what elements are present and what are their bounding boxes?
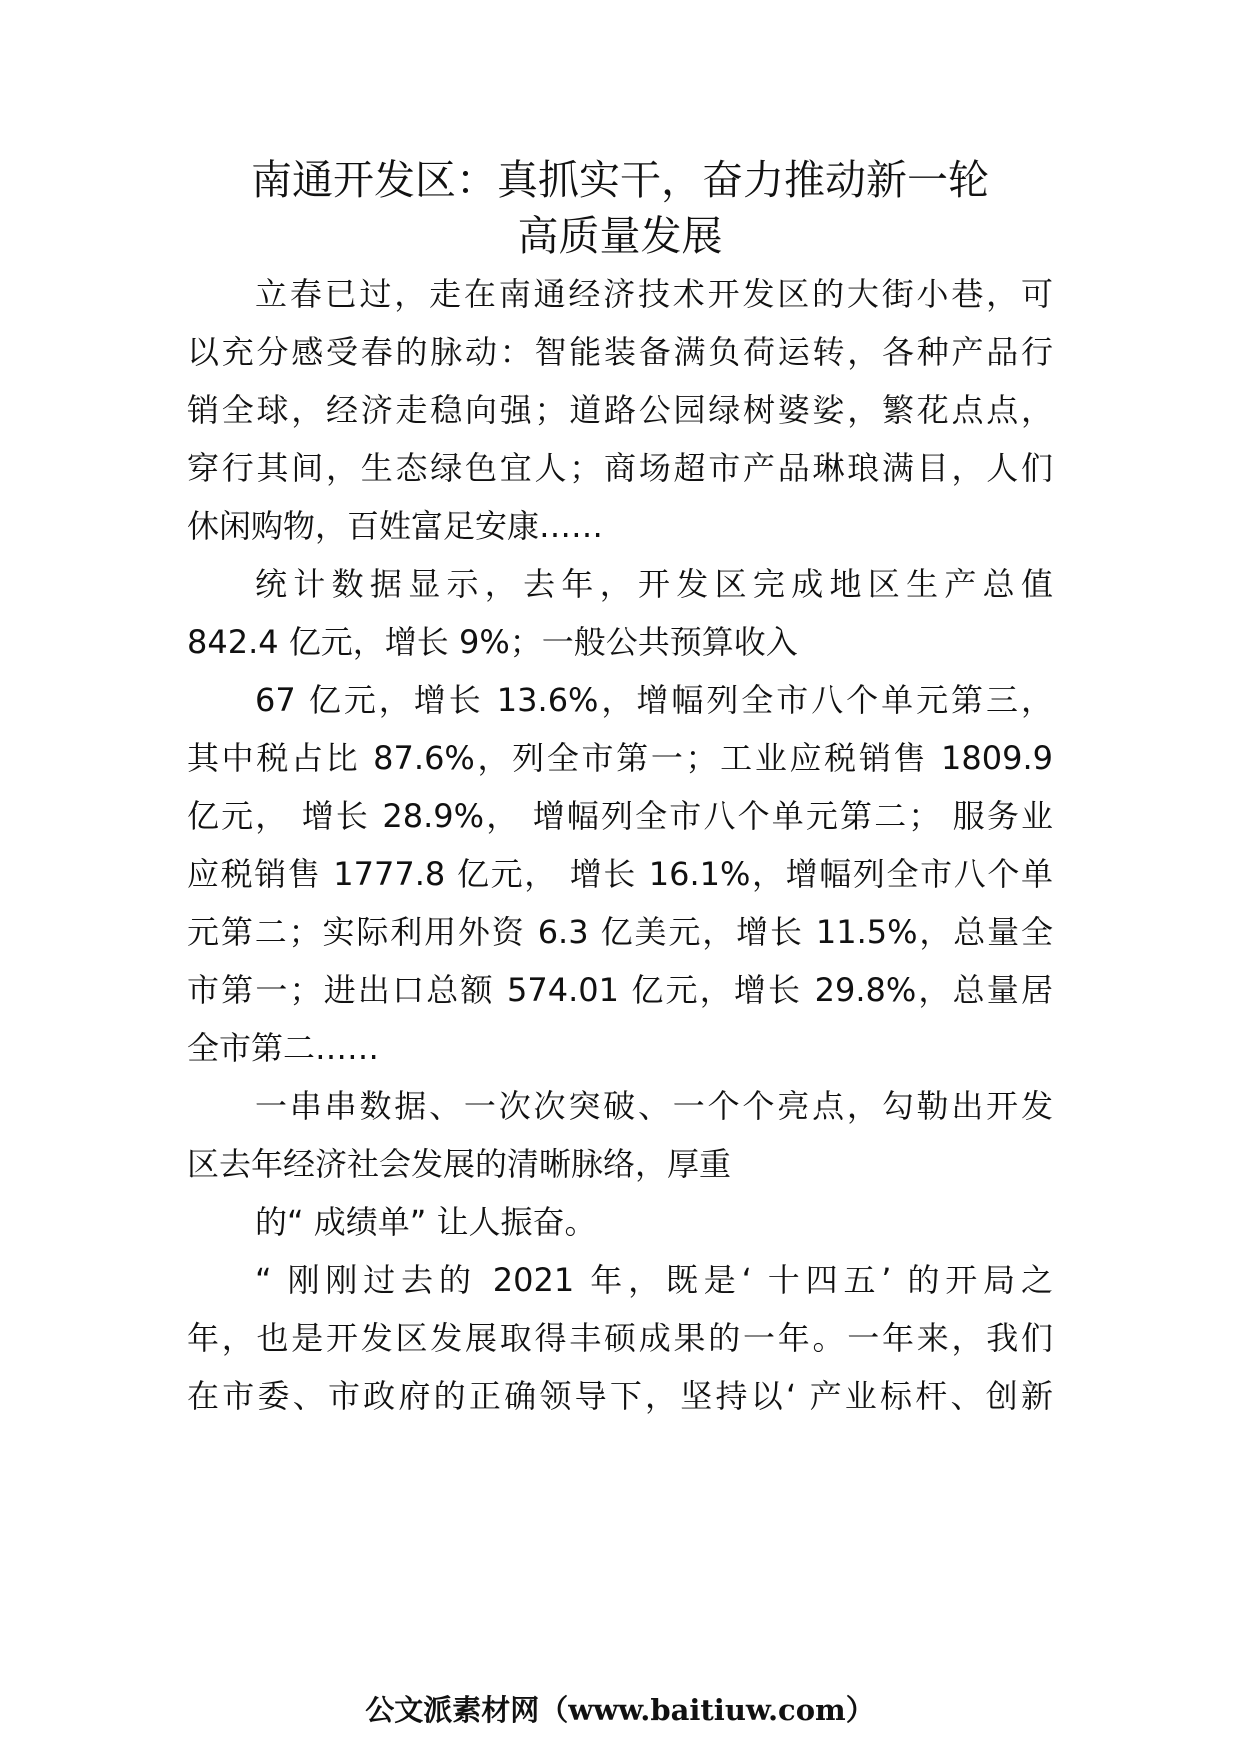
- paragraph-1-line-1: 立春已过，走在南通经济技术开发区的大街小巷，可: [255, 275, 1053, 313]
- paragraph-4-line-2: 区去年经济社会发展的清晰脉络，厚重: [187, 1145, 732, 1183]
- paragraph-5-line-1: 的“ 成绩单” 让人振奋。: [255, 1203, 597, 1241]
- paragraph-6-line-3: 在市委、市政府的正确领导下，坚持以‘ 产业标杆、创新: [187, 1377, 1053, 1415]
- paragraph-1-line-5: 休闲购物，百姓富足安康……: [187, 507, 604, 545]
- paragraph-2-line-2: 842.4 亿元，增长 9%；一般公共预算收入: [187, 623, 798, 661]
- paragraph-1-line-3: 销全球，经济走稳向强；道路公园绿树婆娑，繁花点点，: [187, 391, 1053, 429]
- paragraph-3-line-2: 其中税占比 87.6%，列全市第一；工业应税销售 1809.9: [187, 739, 1053, 777]
- document-title-line-1: 南通开发区：真抓实干，奋力推动新一轮: [251, 156, 989, 204]
- paragraph-3-line-7: 全市第二……: [187, 1029, 380, 1067]
- document-title-line-2: 高质量发展: [517, 212, 723, 260]
- paragraph-3-line-3: 亿元， 增长 28.9%， 增幅列全市八个单元第二； 服务业: [187, 797, 1053, 835]
- paragraph-3-line-4: 应税销售 1777.8 亿元， 增长 16.1%，增幅列全市八个单: [187, 855, 1053, 893]
- paragraph-1-line-2: 以充分感受春的脉动：智能装备满负荷运转，各种产品行: [187, 333, 1053, 371]
- paragraph-6-line-1: “ 刚刚过去的 2021 年，既是‘ 十四五’ 的开局之: [255, 1261, 1053, 1299]
- paragraph-3-line-6: 市第一；进出口总额 574.01 亿元，增长 29.8%，总量居: [187, 971, 1053, 1009]
- paragraph-2-line-1: 统计数据显示，去年，开发区完成地区生产总值: [255, 565, 1053, 603]
- paragraph-3-line-5: 元第二；实际利用外资 6.3 亿美元，增长 11.5%，总量全: [187, 913, 1053, 951]
- paragraph-4-line-1: 一串串数据、一次次突破、一个个亮点，勾勒出开发: [255, 1087, 1053, 1125]
- paragraph-3-line-1: 67 亿元，增长 13.6%，增幅列全市八个单元第三，: [255, 681, 1053, 719]
- paragraph-1-line-4: 穿行其间，生态绿色宜人；商场超市产品琳琅满目，人们: [187, 449, 1053, 487]
- page-footer-source: 公文派素材网（www.baitiuw.com）: [365, 1693, 875, 1727]
- paragraph-6-line-2: 年，也是开发区发展取得丰硕成果的一年。一年来，我们: [187, 1319, 1053, 1357]
